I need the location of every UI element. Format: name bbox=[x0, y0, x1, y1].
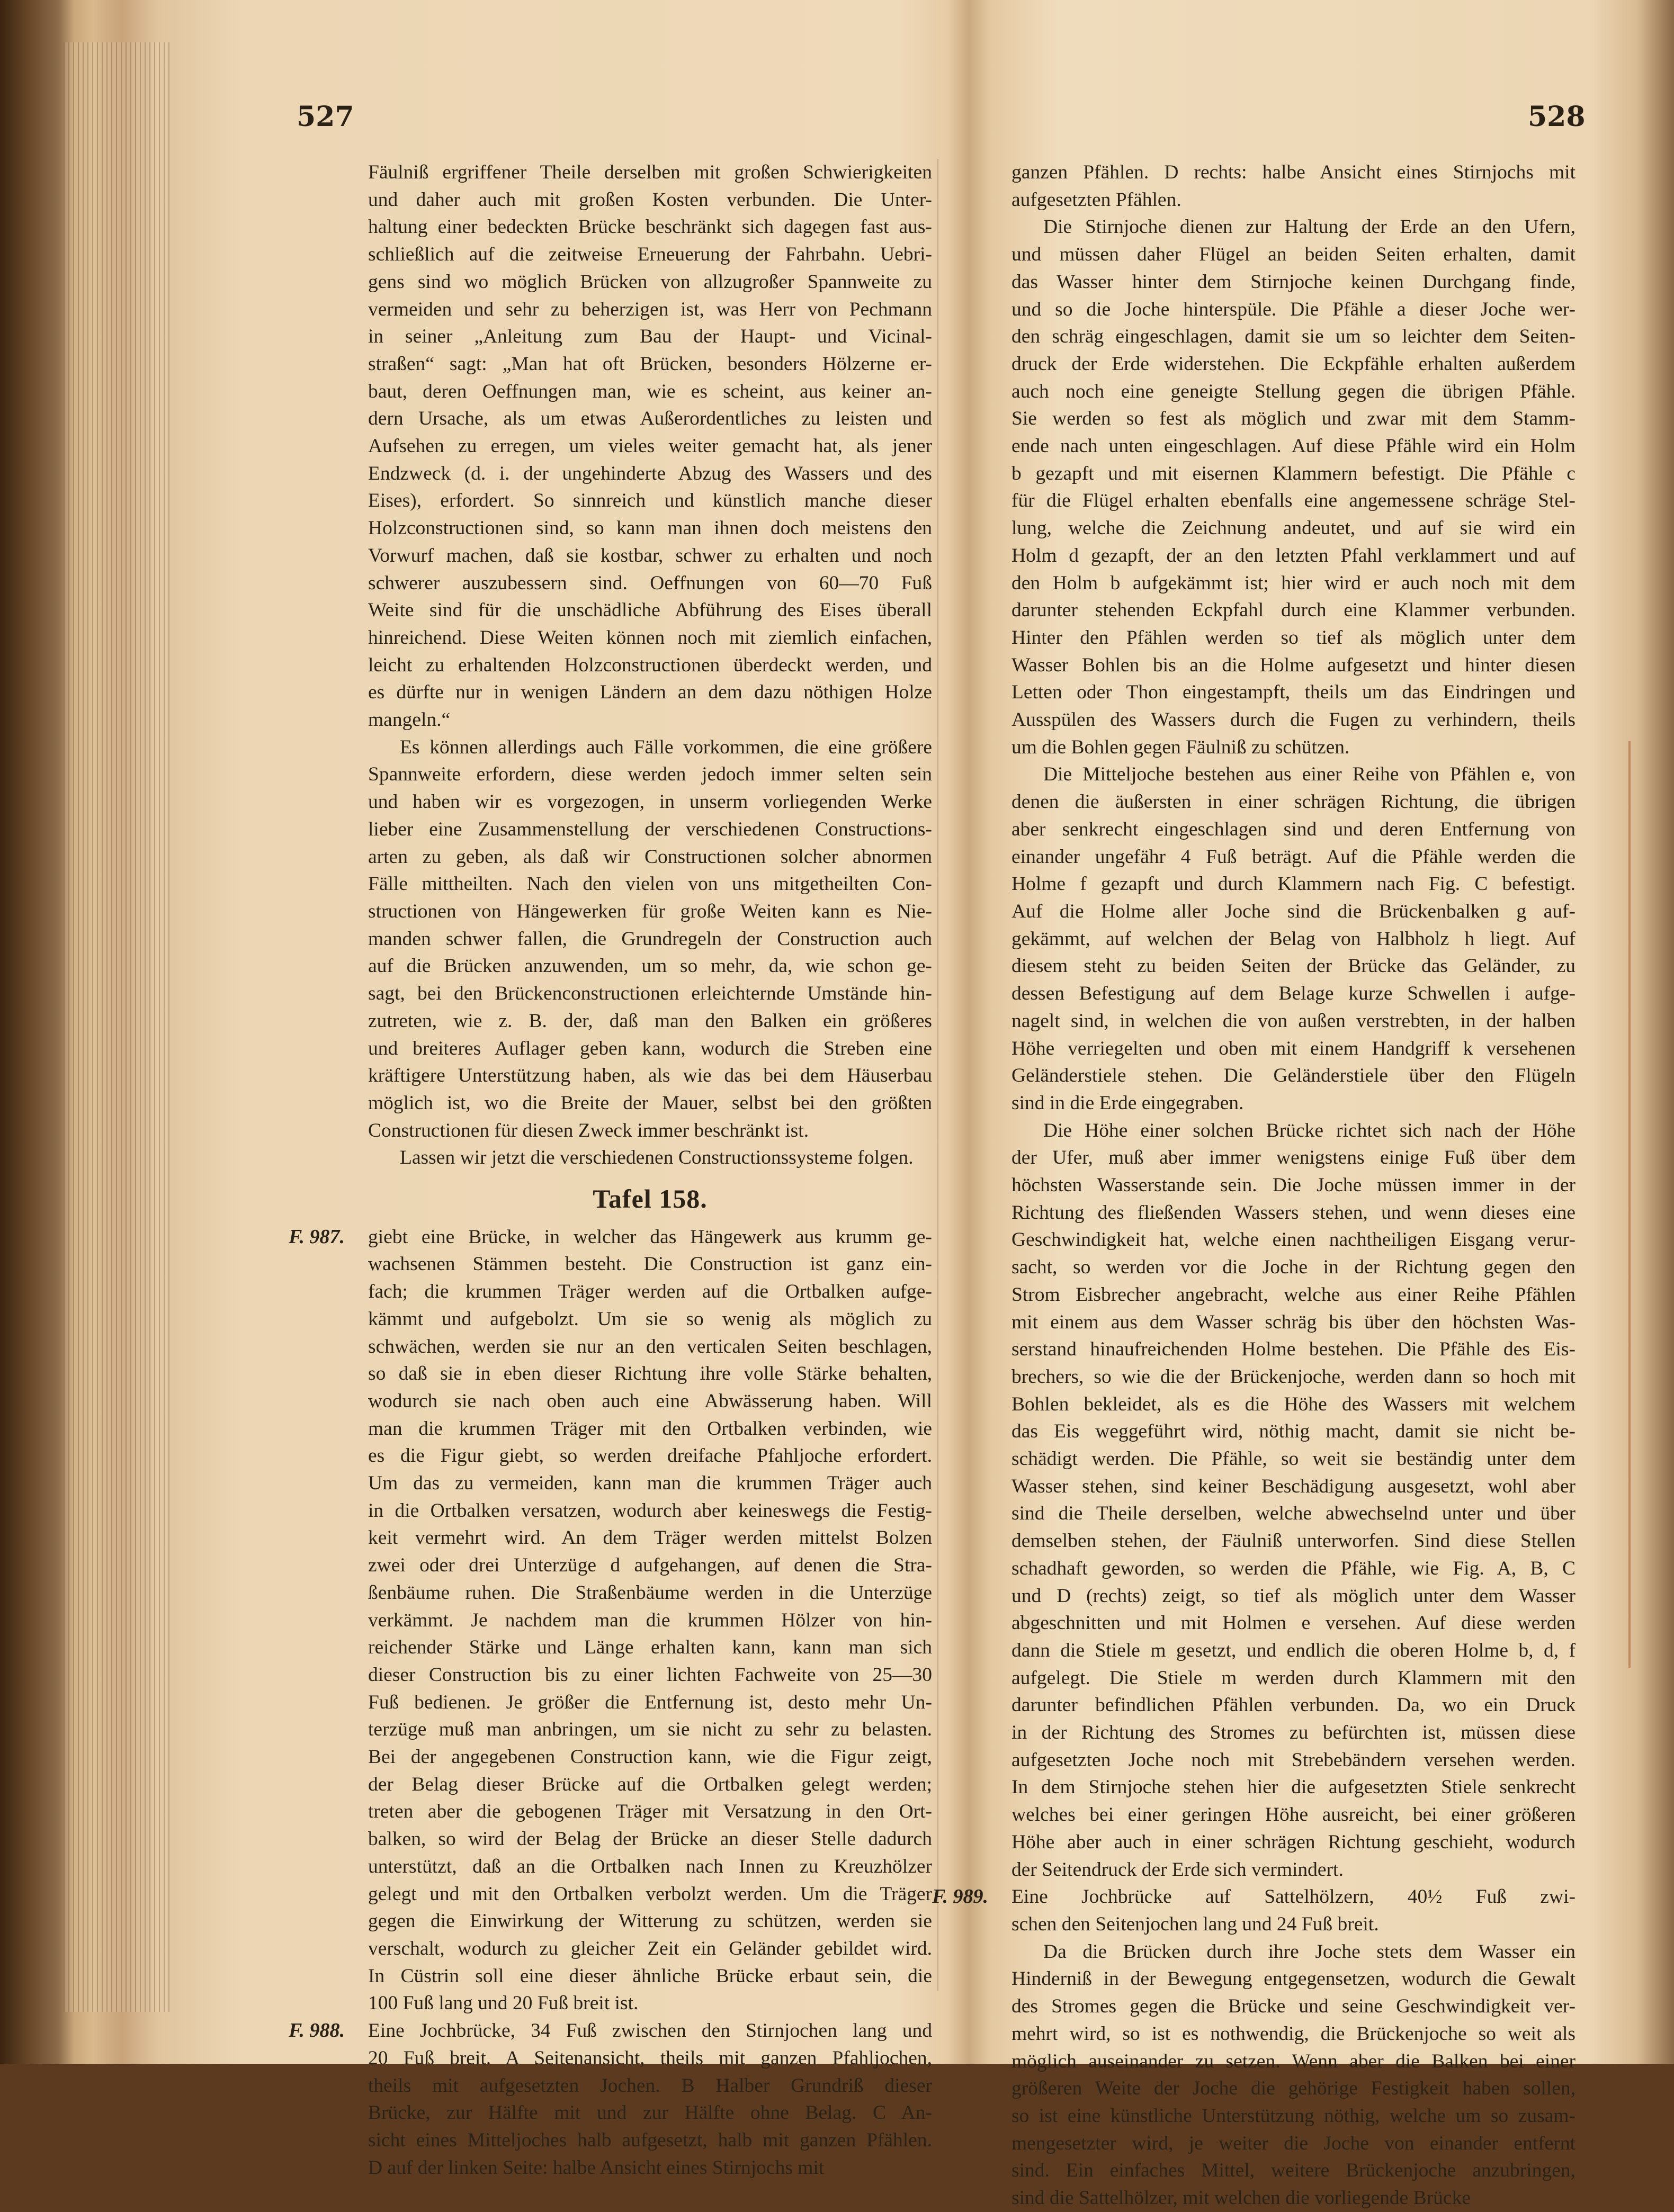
paragraph-sattelhoelzer bbox=[1011, 1938, 1575, 2212]
text-line: Vorwurf machen, daß sie kostbar, schwer zu erhalten und noch bbox=[368, 544, 932, 567]
text-line: und daher auch mit großen Kosten verbunden. Die Unter- bbox=[368, 188, 932, 211]
text-line: In Cüstrin soll eine dieser ähnliche Brücke erbaut sein, die bbox=[368, 1965, 932, 1987]
text-line: Geländerstiele stehen. Die Geländerstiele über den Flügeln bbox=[1011, 1065, 1575, 1087]
text-line: schädigt werden. Die Pfähle, so weit sie beständig unter dem bbox=[1011, 1448, 1575, 1470]
text-line: theils mit aufgesetzten Jochen. B Halber Grundriß dieser bbox=[368, 2074, 932, 2097]
text-line: vermeiden und sehr zu beherzigen ist, was Herr von Pechmann bbox=[368, 298, 932, 320]
text-line: denen die äußersten in einer schrägen Richtung, die übrigen bbox=[1011, 791, 1575, 813]
text-line: und D (rechts) zeigt, so tief als möglich unter dem Wasser bbox=[1011, 1585, 1575, 1607]
text-line: manden schwer fallen, die Grundregeln der Construction auch bbox=[368, 928, 932, 950]
text-line: Eine Jochbrücke, 34 Fuß zwischen den Stirnjochen lang und bbox=[368, 2020, 932, 2042]
text-line: und müssen daher Flügel an beiden Seiten erhalten, damit bbox=[1011, 244, 1575, 266]
text-line: einander ungefähr 4 Fuß beträgt. Auf die Pfähle werden die bbox=[1011, 846, 1575, 868]
text-line: Die Mitteljoche bestehen aus einer Reihe von Pfählen e, von bbox=[1043, 763, 1575, 786]
text-line: so ist eine künstliche Unterstützung nöthig, welche um so zusam- bbox=[1011, 2105, 1575, 2127]
text-line: Höhe verriegelten und oben mit einem Handgriff k versehenen bbox=[1011, 1037, 1575, 1059]
page-number-right: 528 bbox=[1528, 101, 1586, 133]
text-line: wachsenen Stämmen besteht. Die Construction ist ganz ein- bbox=[368, 1253, 932, 1275]
figure-label: F. 989. bbox=[932, 1885, 988, 1908]
text-line: dann die Stiele m gesetzt, und endlich die oberen Holme b, d, f bbox=[1011, 1639, 1575, 1661]
text-line: für die Flügel erhalten ebenfalls eine angemessene schräge Stel- bbox=[1011, 490, 1575, 512]
text-line: so daß sie in eben dieser Richtung ihre volle Stärke behalten, bbox=[368, 1363, 932, 1385]
text-line: der Belag dieser Brücke auf die Ortbalken gelegt werden; bbox=[368, 1773, 932, 1795]
text-line: Richtung des fließenden Wassers stehen, und wenn dieses eine bbox=[1011, 1201, 1575, 1224]
text-line: Letten oder Thon eingestampft, theils um das Eindringen und bbox=[1011, 681, 1575, 704]
text-line: treten aber die gebogenen Träger mit Versatzung in den Ort- bbox=[368, 1801, 932, 1823]
text-line: sind die Sattelhölzer, mit welchen die vorliegende Brücke bbox=[1011, 2187, 1471, 2209]
text-line: baut, deren Oeffnungen man, wie es scheint, aus keiner an- bbox=[368, 380, 932, 402]
text-line: straßen“ sagt: „Man hat oft Brücken, besonders Hölzerne er- bbox=[368, 353, 932, 375]
text-line: aufgesetzten Joche noch mit Strebebändern versehen werden. bbox=[1011, 1749, 1575, 1771]
text-line: Fälle mittheilten. Nach den vielen von uns mitgetheilten Con- bbox=[368, 873, 932, 895]
text-line: sicht eines Mitteljoches halb aufgesetzt, halb mit ganzen Pfählen. bbox=[368, 2129, 932, 2151]
text-line: sind in die Erde eingegraben. bbox=[1011, 1092, 1244, 1114]
text-line: dieser Construction bis zu einer lichten Fachweite von 25—30 bbox=[368, 1664, 932, 1686]
text-line: Holzconstructionen sind, so kann man ihnen doch meistens den bbox=[368, 517, 932, 539]
figure-988-text bbox=[289, 2017, 932, 2181]
text-line: balken, so wird der Belag der Brücke an dieser Stelle dadurch bbox=[368, 1828, 932, 1850]
figure-989-text bbox=[932, 1883, 1575, 1938]
text-line: gegen die Einwirkung der Witterung zu schützen, werden sie bbox=[368, 1910, 932, 1932]
text-line: Fäulniß ergriffener Theile derselben mit großen Schwierigkeiten bbox=[368, 161, 932, 183]
text-line: D auf der linken Seite: halbe Ansicht eines Stirnjochs mit bbox=[368, 2156, 825, 2179]
text-line: Es können allerdings auch Fälle vorkommen, die eine größere bbox=[400, 736, 932, 758]
text-line: kämmt und aufgebolzt. Um sie so wenig als möglich zu bbox=[368, 1308, 932, 1330]
text-line: auch noch eine geneigte Stellung gegen die übrigen Pfähle. bbox=[1011, 380, 1575, 402]
text-line: zwei oder drei Unterzüge d aufgehangen, auf denen die Stra- bbox=[368, 1554, 932, 1577]
paragraph-stirnjoche bbox=[1011, 213, 1575, 761]
paragraph-bridge-height bbox=[1011, 1117, 1575, 1884]
right-text-column bbox=[932, 159, 1575, 2212]
text-line: 20 Fuß breit. A Seitenansicht, theils mit ganzen Pfahljochen, bbox=[368, 2047, 932, 2069]
text-line: Hinter den Pfählen werden so tief als möglich unter dem bbox=[1011, 626, 1575, 649]
text-line: höchsten Wasserstande sein. Die Joche müssen immer in der bbox=[1011, 1174, 1575, 1197]
text-line: Eises), erfordert. So sinnreich und künstlich manche dieser bbox=[368, 490, 932, 512]
text-line: keit vermehrt wird. An dem Träger werden mittelst Bolzen bbox=[368, 1527, 932, 1549]
text-line: Holme f gezapft und durch Klammern nach Fig. C befestigt. bbox=[1011, 873, 1575, 895]
text-line: unterstützt, daß an die Ortbalken nach Innen zu Kreuzhölzer bbox=[368, 1855, 932, 1877]
text-line: Hinderniß in der Bewegung entgegensetzen, wodurch die Gewalt bbox=[1011, 1968, 1575, 1990]
text-line: Holm d gezapft, der an den letzten Pfahl verklammert und auf bbox=[1011, 544, 1575, 567]
text-line: Auf die Holme aller Joche sind die Brückenbalken g auf- bbox=[1011, 900, 1575, 922]
text-line: der Seitendruck der Erde sich vermindert. bbox=[1011, 1858, 1344, 1881]
text-line: abgeschnitten und mit Holmen e versehen. Auf diese werden bbox=[1011, 1612, 1575, 1634]
text-line: kräftigere Unterstützung haben, als wie das bei dem Häuserbau bbox=[368, 1065, 932, 1087]
text-line: wodurch sie nach oben auch eine Abwässerung haben. Will bbox=[368, 1390, 932, 1412]
text-line: leicht zu erhaltenden Holzconstructionen überdeckt werden, und bbox=[368, 654, 932, 676]
text-line: in der Richtung des Stromes zu befürchten ist, müssen diese bbox=[1011, 1722, 1575, 1744]
text-line: serstand hinaufreichenden Holme bestehen. Die Pfähle des Eis- bbox=[1011, 1338, 1575, 1361]
text-line: darunter stehenden Eckpfahl durch eine Klammer verbunden. bbox=[1011, 599, 1575, 622]
text-line: schwerer auszubessern sind. Oeffnungen von 60—70 Fuß bbox=[368, 572, 932, 594]
text-line: und haben wir es vorgezogen, in unserm vorliegenden Werke bbox=[368, 791, 932, 813]
text-line: sacht, so werden vor die Joche in der Richtung gegen den bbox=[1011, 1256, 1575, 1279]
text-line: und so die Joche hinterspüle. Die Pfähle a dieser Joche wer- bbox=[1011, 298, 1575, 320]
text-line: b gezapft und mit eisernen Klammern befestigt. Die Pfähle c bbox=[1011, 462, 1575, 484]
text-line: fach; die krummen Träger werden auf die Ortbalken aufge- bbox=[368, 1281, 932, 1303]
text-line: In dem Stirnjoche stehen hier die aufgesetzten Stiele senkrecht bbox=[1011, 1776, 1575, 1799]
text-line: in seiner „Anleitung zum Bau der Haupt- und Vicinal- bbox=[368, 326, 932, 348]
text-line: giebt eine Brücke, in welcher das Hängewerk aus krumm ge- bbox=[368, 1226, 932, 1248]
text-line: das Eis weggeführt wird, nöthig macht, damit sie nicht be- bbox=[1011, 1420, 1575, 1443]
text-line: mehrt wird, so ist es nothwendig, die Brückenjoche so weit als bbox=[1011, 2022, 1575, 2045]
text-line: aber senkrecht eingeschlagen sind und deren Entfernung von bbox=[1011, 818, 1575, 840]
text-line: brechers, so wie die der Brückenjoche, werden dann so hoch mit bbox=[1011, 1365, 1575, 1388]
text-line: Wasser stehen, sind keiner Beschädigung ausgesetzt, wohl aber bbox=[1011, 1475, 1575, 1497]
text-line: Die Höhe einer solchen Brücke richtet sich nach der Höhe bbox=[1043, 1119, 1575, 1141]
text-line: es dürfte nur in wenigen Ländern an dem dazu nöthigen Holze bbox=[368, 681, 932, 704]
text-line: möglich auseinander zu setzen. Wenn aber die Balken bei einer bbox=[1011, 2050, 1575, 2072]
text-line: nagelt sind, in welchen die von außen verstrebten, in der halben bbox=[1011, 1010, 1575, 1032]
right-edge-mark bbox=[1628, 741, 1631, 1668]
text-line: reichender Stärke und Länge erhalten kann, kann man sich bbox=[368, 1636, 932, 1659]
text-line: welches bei einer geringen Höhe ausreicht, bei einer größeren bbox=[1011, 1804, 1575, 1826]
text-line: schadhaft geworden, so werden die Pfähle, wie Fig. A, B, C bbox=[1011, 1557, 1575, 1579]
text-line: aufgelegt. Die Stiele m werden durch Klammern mit den bbox=[1011, 1667, 1575, 1689]
text-line: Spannweite erfordern, diese werden jedoch immer selten sein bbox=[368, 763, 932, 786]
figure-label: F. 988. bbox=[289, 2019, 345, 2042]
text-line: Fuß bedienen. Je größer die Entfernung ist, desto mehr Un- bbox=[368, 1691, 932, 1713]
paragraph-bridge-maintenance bbox=[368, 159, 932, 734]
text-line: hinreichend. Diese Weiten können noch mit ziemlich einfachen, bbox=[368, 626, 932, 649]
plate-heading: Tafel 158. bbox=[593, 1184, 708, 1214]
text-line: man die krummen Träger mit den Ortbalken verbinden, wie bbox=[368, 1417, 932, 1440]
text-line: Höhe aber auch in einer schrägen Richtung geschieht, wodurch bbox=[1011, 1831, 1575, 1853]
left-text-column bbox=[289, 159, 932, 2181]
text-line: um die Bohlen gegen Fäulniß zu schützen. bbox=[1011, 736, 1350, 758]
text-line: Wasser Bohlen bis an die Holme aufgesetzt und hinter diesen bbox=[1011, 654, 1575, 676]
page-edges bbox=[64, 42, 169, 2012]
text-line: mangeln.“ bbox=[368, 709, 451, 731]
text-line: gens sind wo möglich Brücken von allzugroßer Spannweite zu bbox=[368, 271, 932, 293]
text-line: der Ufer, muß aber immer wenigstens einige Fuß über dem bbox=[1011, 1147, 1575, 1169]
text-line: des Stromes gegen die Brücke und seine Geschwindigkeit ver- bbox=[1011, 1995, 1575, 2018]
text-line: Endzweck (d. i. der ungehinderte Abzug des Wassers und des bbox=[368, 462, 932, 484]
text-line: Geschwindigkeit hat, welche einen nachtheiligen Eisgang verur- bbox=[1011, 1229, 1575, 1251]
text-line: Weite sind für die unschädliche Abführung des Eises überall bbox=[368, 599, 932, 622]
text-line: Bohlen bekleidet, als es die Höhe des Wassers mit welchem bbox=[1011, 1393, 1575, 1415]
text-line: lieber eine Zusammenstellung der verschiedenen Constructions- bbox=[368, 818, 932, 840]
text-line: verkämmt. Je nachdem man die krummen Hölzer von hin- bbox=[368, 1609, 932, 1631]
text-line: Brücke, zur Hälfte mit und zur Hälfte ohne Belag. C An- bbox=[368, 2102, 932, 2124]
text-line: mit einem aus dem Wasser schräg bis über den höchsten Was- bbox=[1011, 1311, 1575, 1333]
paragraph-systems-intro bbox=[368, 1144, 932, 1172]
paragraph-span-widths bbox=[368, 734, 932, 1145]
page-number-left: 527 bbox=[297, 101, 354, 133]
text-line: möglich ist, wo die Breite der Mauer, selbst bei den größten bbox=[368, 1092, 932, 1114]
text-line: Um das zu vermeiden, kann man die krummen Träger auch bbox=[368, 1472, 932, 1495]
text-line: 100 Fuß lang und 20 Fuß breit ist. bbox=[368, 1992, 639, 2015]
text-line: gekämmt, auf welchen der Belag von Halbholz h liegt. Auf bbox=[1011, 928, 1575, 950]
text-line: aufgesetzten Pfählen. bbox=[1011, 188, 1181, 211]
text-line: druck der Erde widerstehen. Die Eckpfähle erhalten außerdem bbox=[1011, 353, 1575, 375]
figure-label: F. 987. bbox=[289, 1225, 345, 1248]
text-line: haltung einer bedeckten Brücke beschränkt sich dagegen fast aus- bbox=[368, 216, 932, 238]
text-line: Sie werden so fest als möglich und zwar mit dem Stamm- bbox=[1011, 408, 1575, 430]
text-line: mengesetzter wird, je weiter die Joche von einander entfernt bbox=[1011, 2132, 1575, 2154]
text-line: dern Ursache, als um etwas Außerordentliches zu leisten und bbox=[368, 408, 932, 430]
text-line: diesem steht zu beiden Seiten der Brücke das Geländer, zu bbox=[1011, 955, 1575, 977]
text-line: schließlich auf die zeitweise Erneuerung der Fahrbahn. Uebri- bbox=[368, 244, 932, 266]
text-line: das Wasser hinter dem Stirnjoche keinen Durchgang finde, bbox=[1011, 271, 1575, 293]
gutter-fold bbox=[937, 159, 938, 1991]
text-line: ganzen Pfählen. D rechts: halbe Ansicht eines Stirnjochs mit bbox=[1011, 161, 1575, 183]
text-line: in die Ortbalken versatzen, wodurch aber keineswegs die Festig- bbox=[368, 1499, 932, 1522]
figure-987-text bbox=[289, 1224, 932, 2017]
paragraph-mitteljoche bbox=[1011, 761, 1575, 1117]
text-line: Eine Jochbrücke auf Sattelhölzern, 40½ Fuß zwi- bbox=[1011, 1886, 1575, 1908]
text-line: schen den Seitenjochen lang und 24 Fuß breit. bbox=[1011, 1913, 1379, 1935]
text-line: zutreten, wie z. B. der, daß man den Balken ein größeres bbox=[368, 1010, 932, 1032]
text-line: Strom Eisbrecher angebracht, welche aus einer Reihe Pfählen bbox=[1011, 1283, 1575, 1306]
text-line: Constructionen für diesen Zweck immer beschränkt ist. bbox=[368, 1119, 809, 1141]
text-line: Da die Brücken durch ihre Joche stets dem Wasser ein bbox=[1043, 1940, 1575, 1963]
text-line: gelegt und mit den Ortbalken verbolzt werden. Um die Träger bbox=[368, 1883, 932, 1905]
text-line: structionen von Hängewerken für große Weiten kann es Nie- bbox=[368, 900, 932, 922]
text-line: größeren Weite der Joche die gehörige Festigkeit haben sollen, bbox=[1011, 2078, 1575, 2100]
text-line: ende nach unten eingeschlagen. Auf diese Pfähle wird ein Holm bbox=[1011, 435, 1575, 457]
text-line: und breiteres Auflager geben kann, wodurch die Streben eine bbox=[368, 1037, 932, 1059]
text-line: den Holm b aufgekämmt ist; hier wird er auch noch mit dem bbox=[1011, 572, 1575, 594]
text-line: Aufsehen zu erregen, um vieles weiter gemacht hat, als jener bbox=[368, 435, 932, 457]
text-line: demselben stehen, der Fäulniß unterworfen. Sind diese Stellen bbox=[1011, 1530, 1575, 1552]
text-line: schwächen, werden sie nur an den verticalen Seiten beschlagen, bbox=[368, 1335, 932, 1357]
text-line: Bei der angegebenen Construction kann, wie die Figur zeigt, bbox=[368, 1746, 932, 1768]
text-line: ßenbäume ruhen. Die Straßenbäume werden in die Unterzüge bbox=[368, 1581, 932, 1604]
text-line: Lassen wir jetzt die verschiedenen Constructionssysteme folgen. bbox=[400, 1147, 914, 1169]
text-line: den schräg eingeschlagen, damit sie um so leichter dem Seiten- bbox=[1011, 326, 1575, 348]
text-line: dessen Befestigung auf dem Belage kurze Schwellen i aufge- bbox=[1011, 983, 1575, 1005]
text-line: verschalt, wodurch zu gleicher Zeit ein Geländer gebildet wird. bbox=[368, 1938, 932, 1959]
text-line: sind die Theile derselben, welche abwechselnd unter und über bbox=[1011, 1503, 1575, 1525]
text-line: es die Figur giebt, so werden dreifache Pfahljoche erfordert. bbox=[368, 1445, 932, 1467]
text-line: sagt, bei den Brückenconstructionen erleichternde Umstände hin- bbox=[368, 983, 932, 1005]
paragraph-continuation bbox=[1011, 159, 1575, 213]
text-line: auf die Brücken anzuwenden, um so mehr, da, wie schon ge- bbox=[368, 955, 932, 977]
text-line: terzüge muß man anbringen, um sie nicht zu sehr zu belasten. bbox=[368, 1719, 932, 1741]
text-line: lung, welche die Zeichnung andeutet, und auf sie wird ein bbox=[1011, 517, 1575, 539]
text-line: Die Stirnjoche dienen zur Haltung der Erde an den Ufern, bbox=[1043, 216, 1575, 238]
text-line: Ausspülen des Wassers durch die Fugen zu verhindern, theils bbox=[1011, 709, 1575, 731]
text-line: darunter befindlichen Pfählen verbunden. Da, wo ein Druck bbox=[1011, 1694, 1575, 1716]
text-line: arten zu geben, als daß wir Constructionen solcher abnormen bbox=[368, 846, 932, 868]
text-line: sind. Ein einfaches Mittel, weitere Brückenjoche anzubringen, bbox=[1011, 2160, 1575, 2182]
